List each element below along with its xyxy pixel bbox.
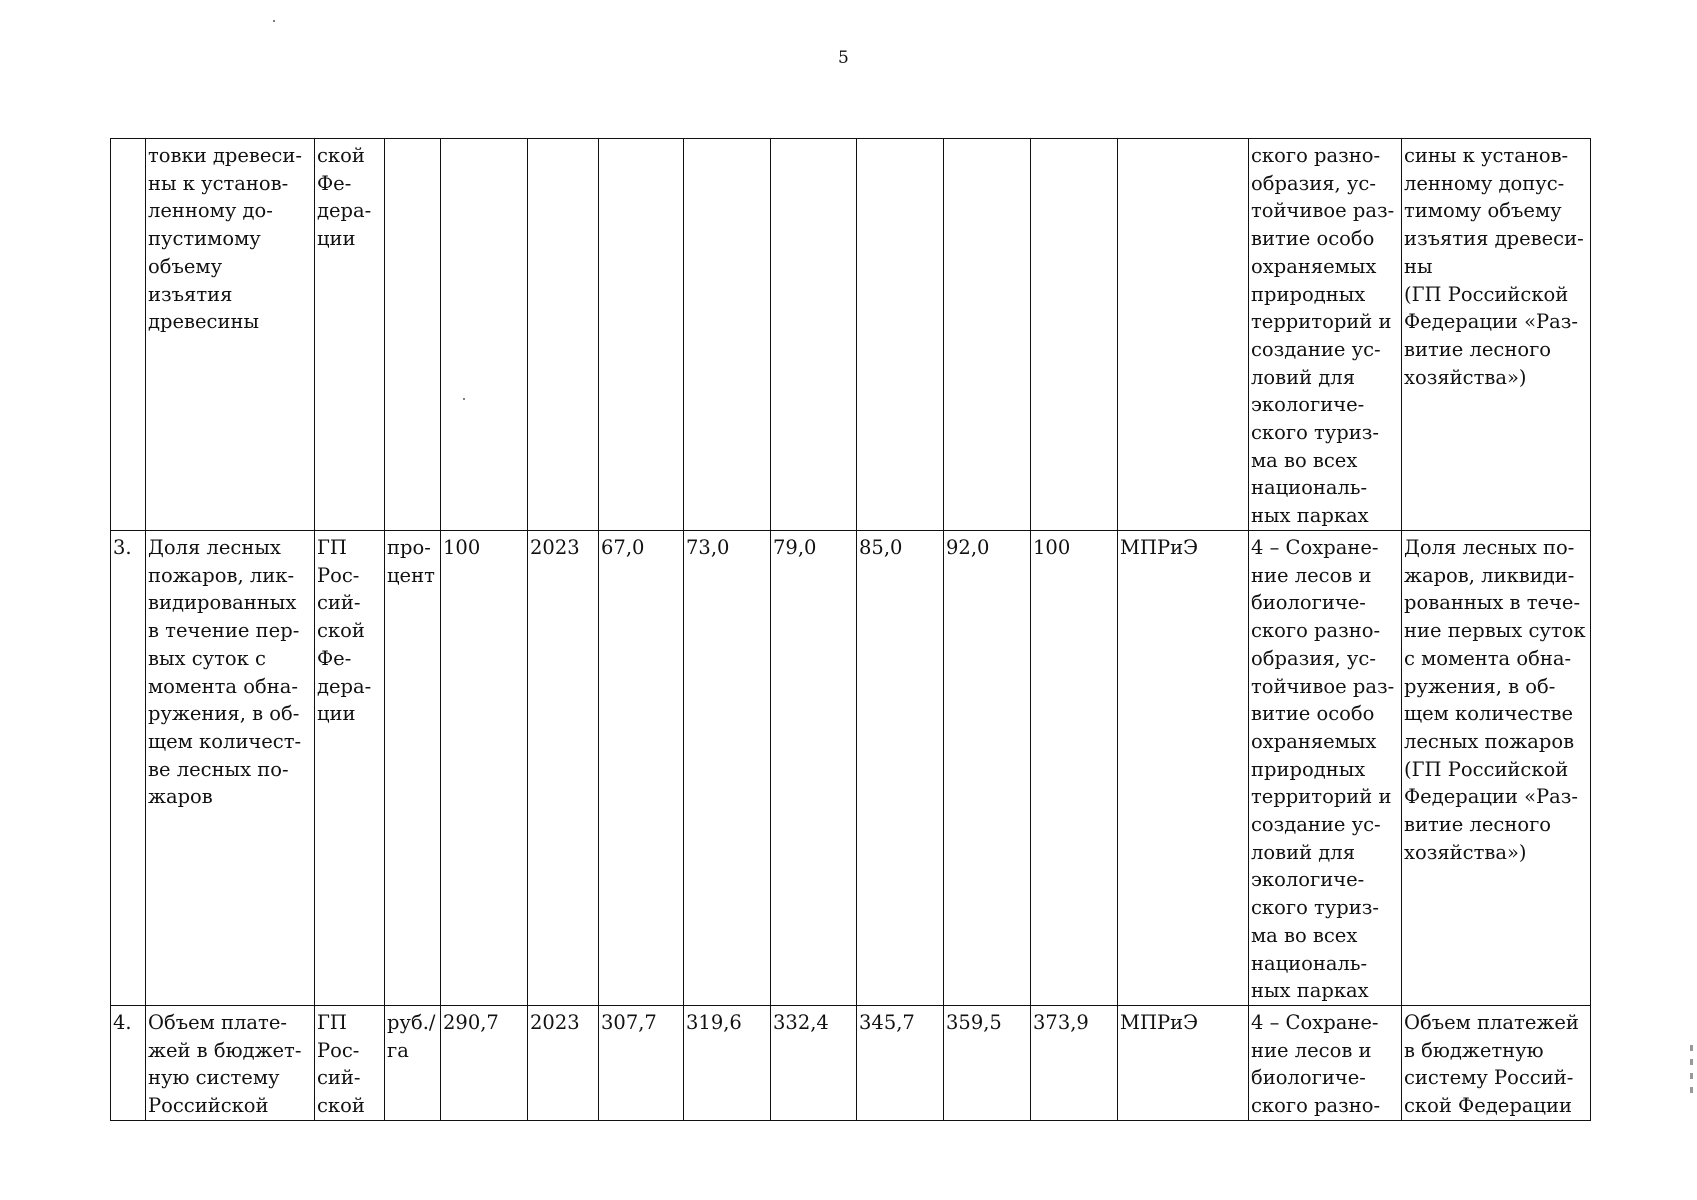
cell-year-5: 359,5	[944, 1005, 1031, 1120]
cell-unit	[385, 139, 441, 531]
indicators-table	[110, 138, 1591, 1121]
page-number: 5	[838, 48, 849, 68]
cell-year-5	[944, 139, 1031, 531]
cell-fed-link: Доля лесных по- жаров, ликвиди- рованных в тече- ние первых суток с момента обна- ружения, в об- щем количестве лесных пожаров (ГП Российской Федерации «Раз- витие лесного хозяйства»)	[1402, 531, 1591, 1006]
cell-year-6: 373,9	[1031, 1005, 1118, 1120]
cell-num: 4.	[111, 1005, 146, 1120]
cell-source: ГП Рос- сий- ской Фе- дера- ции	[315, 531, 385, 1006]
cell-year-1: 307,7	[599, 1005, 684, 1120]
cell-base-year: 2023	[528, 531, 599, 1006]
cell-source: ской Фе- дера- ции	[315, 139, 385, 531]
cell-year-4: 85,0	[857, 531, 944, 1006]
cell-unit: про- цент	[385, 531, 441, 1006]
cell-responsible: МПРиЭ	[1118, 1005, 1249, 1120]
cell-fed-link: Объем платежей в бюджетную систему Россий- ской Федерации	[1402, 1005, 1591, 1120]
cell-year-6	[1031, 139, 1118, 531]
cell-year-5: 92,0	[944, 531, 1031, 1006]
cell-year-3: 332,4	[771, 1005, 857, 1120]
cell-link: 4 – Сохране- ние лесов и биологиче- ского разно-	[1249, 1005, 1402, 1120]
table-row	[111, 139, 1591, 531]
scan-speck	[273, 20, 275, 22]
cell-year-1: 67,0	[599, 531, 684, 1006]
cell-fed-link: сины к установ- ленному допус- тимому объему изъятия древеси- ны (ГП Российской Федерации «Раз- витие лесного хозяйства»)	[1402, 139, 1591, 531]
cell-base-value: 100	[441, 531, 528, 1006]
cell-year-3: 79,0	[771, 531, 857, 1006]
cell-unit: руб./ га	[385, 1005, 441, 1120]
cell-base-year	[528, 139, 599, 531]
cell-indicator-name: товки древеси- ны к установ- ленному до- пустимому объему изъятия древесины	[146, 139, 315, 531]
cell-base-value	[441, 139, 528, 531]
cell-base-year: 2023	[528, 1005, 599, 1120]
cell-indicator-name: Объем плате- жей в бюджет- ную систему Российской	[146, 1005, 315, 1120]
cell-year-4: 345,7	[857, 1005, 944, 1120]
cell-year-3	[771, 139, 857, 531]
cell-num	[111, 139, 146, 531]
cell-responsible	[1118, 139, 1249, 531]
scan-edge-marks	[1690, 1045, 1693, 1105]
cell-year-4	[857, 139, 944, 531]
cell-indicator-name: Доля лесных пожаров, лик- видированных в течение пер- вых суток с момента обна- ружения, в об- щем количест- ве лесных по- жаров	[146, 531, 315, 1006]
cell-year-6: 100	[1031, 531, 1118, 1006]
cell-year-2: 73,0	[684, 531, 771, 1006]
cell-base-value: 290,7	[441, 1005, 528, 1120]
cell-link: ского разно- образия, ус- тойчивое раз- витие особо охраняемых природных территорий и создание ус- ловий для экологиче- ского туриз- ма во всех националь- ных парках	[1249, 139, 1402, 531]
cell-year-2	[684, 139, 771, 531]
cell-num: 3.	[111, 531, 146, 1006]
cell-year-2: 319,6	[684, 1005, 771, 1120]
table-row	[111, 531, 1591, 1006]
table-row	[111, 1005, 1591, 1120]
cell-responsible: МПРиЭ	[1118, 531, 1249, 1006]
cell-link: 4 – Сохране- ние лесов и биологиче- ского разно- образия, ус- тойчивое раз- витие особо охраняемых природных территорий и создание ус- ловий для экологиче- ского туриз- ма во всех националь- ных парках	[1249, 531, 1402, 1006]
cell-year-1	[599, 139, 684, 531]
cell-source: ГП Рос- сий- ской	[315, 1005, 385, 1120]
